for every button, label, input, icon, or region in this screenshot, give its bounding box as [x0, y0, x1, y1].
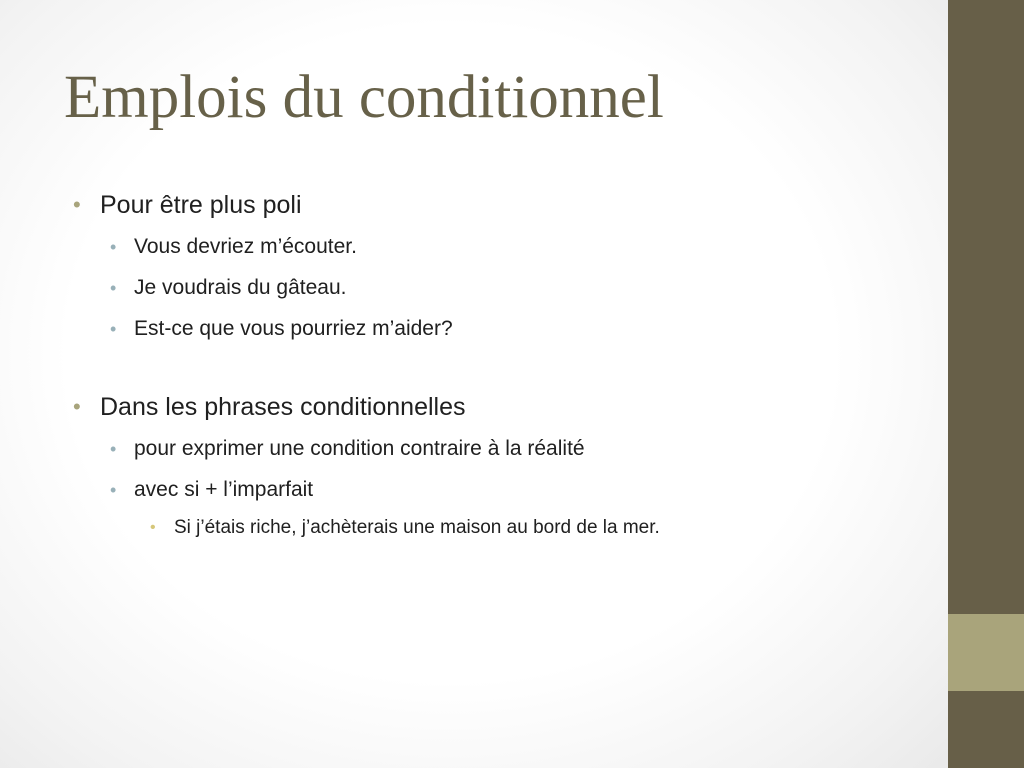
bullet-text: pour exprimer une condition contraire à la réalité [134, 437, 585, 460]
bullet-marker-icon: • [110, 480, 117, 500]
sidebar-accent-block [948, 614, 1024, 691]
bullet-text: Je voudrais du gâteau. [134, 276, 347, 299]
bullet-marker-icon: • [110, 237, 117, 257]
bullet-marker-icon: • [110, 439, 117, 459]
bullet-text: Vous devriez m’écouter. [134, 235, 357, 258]
bullet-text: avec si + l’imparfait [134, 478, 314, 501]
bullet-marker-icon: • [110, 278, 117, 298]
bullet-marker-icon: • [73, 394, 81, 419]
bullet-marker-icon: • [150, 519, 156, 536]
bullet-text: Dans les phrases conditionnelles [100, 393, 466, 421]
bullet-text: Est-ce que vous pourriez m’aider? [134, 317, 453, 340]
bullet-marker-icon: • [110, 319, 117, 339]
slide-title: Emplois du conditionnel [64, 64, 664, 131]
bullet-marker-icon: • [73, 192, 81, 217]
bullet-text: Pour être plus poli [100, 191, 302, 219]
bullet-text: Si j’étais riche, j’achèterais une maison au bord de la mer. [174, 517, 660, 538]
